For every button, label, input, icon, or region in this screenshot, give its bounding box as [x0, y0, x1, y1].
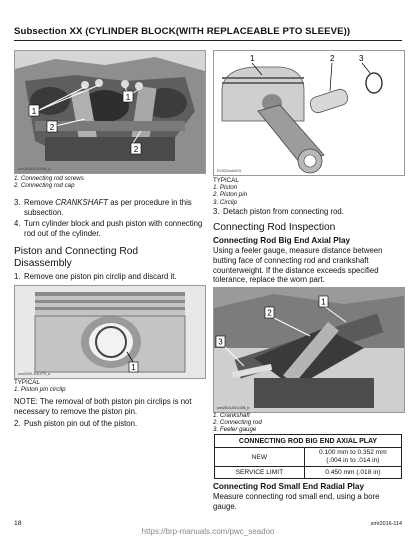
table-row [215, 448, 402, 467]
spec-table-axial-play [214, 434, 402, 479]
callout-2b: 2 [133, 145, 139, 154]
table-row [215, 467, 402, 479]
figure-id: R1503motr57A [217, 169, 242, 173]
section-title-disassembly: Piston and Connecting Rod Disassembly [14, 246, 139, 269]
figure-connecting-rod-screws [14, 50, 206, 174]
caption-item: 2. Connecting rod cap [14, 182, 75, 190]
document-code: smr2016-114 [370, 521, 402, 527]
caption-item: 1. Piston pin circlip [14, 386, 66, 394]
spec-table-title: CONNECTING ROD BIG END AXIAL PLAY [215, 435, 402, 448]
section-title-inspection: Connecting Rod Inspection [213, 222, 336, 233]
figure-feeler-gauge [213, 287, 405, 413]
callout-1: 1 [250, 54, 255, 63]
row-label: NEW [215, 448, 305, 467]
caption-item: 3. Circlip [213, 198, 238, 206]
crankshaft-illustration [214, 288, 404, 412]
figure1-caption [14, 175, 84, 189]
caption-item: 2. Connecting rod [213, 419, 262, 427]
callout-1a: 1 [31, 107, 37, 116]
callout-1b: 1 [125, 93, 131, 102]
caption-item: 1. Connecting rod screws [14, 175, 84, 182]
page-header-title: Subsection XX (CYLINDER BLOCK(WITH REPLACEABLE PTO SLEEVE)) [14, 26, 351, 37]
callout-2: 2 [330, 54, 335, 63]
subsection-title-radial-play: Connecting Rod Small End Radial Play [213, 482, 365, 491]
row-value: 0.100 mm to 0.352 mm (.004 in to .014 in) [304, 448, 401, 467]
source-url-link[interactable]: https://brp-manuals.com/pwc_seadoo [141, 527, 275, 536]
caption-item: 2. Piston pin [213, 191, 248, 199]
header-rule [14, 40, 402, 41]
subsection-title-axial-play: Connecting Rod Big End Axial Play [213, 236, 351, 245]
figure-piston-pin-circlip [14, 285, 206, 379]
caption-item: 1. Piston [213, 184, 238, 192]
caption-item: 3. Feeler gauge [213, 426, 257, 434]
callout-2a: 2 [49, 123, 55, 132]
step-1-remove-circlip: 1. Remove one piston pin circlip and discard it. [14, 272, 177, 281]
page-number: 18 [14, 520, 22, 527]
callout-1: 1 [321, 297, 326, 307]
row-value: 0.450 mm (.018 in) [304, 467, 401, 479]
note-circlips: NOTE: The removal of both piston pin circlips is not necessary to remove the piston pin. [14, 397, 192, 416]
figure3-caption: TYPICAL 1. Piston 2. Piston pin 3. Circlip [213, 177, 248, 206]
figure-id: smr2016-015-004_a [18, 167, 51, 171]
callout-3: 3 [218, 337, 223, 347]
row-label: SERVICE LIMIT [215, 467, 305, 479]
step-3-remove-crankshaft: 3. Remove CRANKSHAFT as per procedure in this subsection. [14, 198, 192, 217]
callout-2: 2 [267, 308, 272, 318]
engine-block-illustration [15, 51, 205, 173]
figure2-caption: TYPICAL 1. Piston pin circlip [14, 379, 66, 394]
step-2-push-pin: 2. Push piston pin out of the piston. [14, 419, 138, 428]
figure4-caption [213, 412, 262, 434]
figure-id: smr2014-001-008_b [217, 406, 250, 410]
figure-piston-pin-circlip-exploded [213, 50, 405, 176]
step-4-turn-block: 4. Turn cylinder block and push piston with connecting rod out of the cylinder. [14, 219, 203, 238]
callout-3: 3 [359, 54, 364, 63]
paragraph-radial-play: Measure connecting rod small end, using a bore gauge. [213, 492, 380, 511]
callout-1: 1 [131, 363, 136, 372]
figure-id: smr2009-116-075_a [18, 372, 51, 376]
step-3-detach-piston: 3. Detach piston from connecting rod. [213, 207, 344, 216]
paragraph-axial-play: Using a feeler gauge, measure distance between butting face of connecting rod and crankshaft counterweight. If the distance exceeds specified tolerance, replace the worn part. [213, 246, 383, 285]
piston-illustration [15, 286, 205, 378]
caption-item: 1. Crankshaft [213, 412, 250, 419]
piston-exploded-illustration [214, 51, 404, 175]
